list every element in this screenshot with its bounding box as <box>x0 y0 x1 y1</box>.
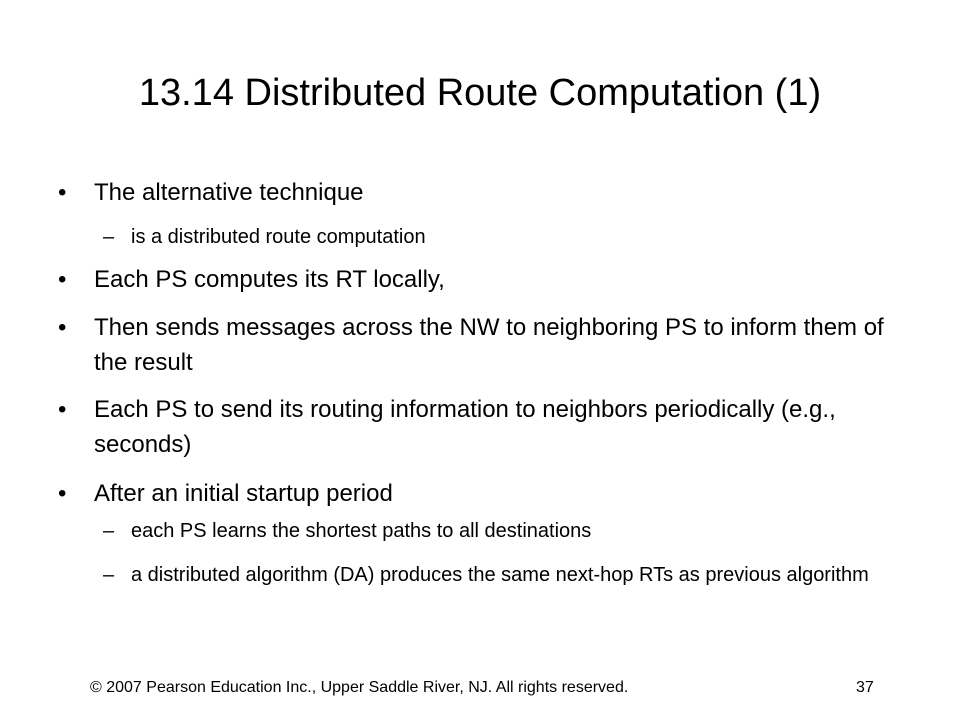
sub-bullet-item <box>103 516 903 546</box>
slide-title: 13.14 Distributed Route Computation (1) <box>138 72 822 114</box>
bullet-marker: • <box>58 266 67 293</box>
bullet-item <box>58 392 898 462</box>
bullet-text: Each PS computes its RT locally, <box>94 266 445 293</box>
bullet-text: Each PS to send its routing information to neighbors periodically (e.g., seconds) <box>94 396 836 458</box>
bullet-marker: • <box>58 480 67 507</box>
sub-bullet-text: a distributed algorithm (DA) produces the same next-hop RTs as previous algorithm <box>131 564 869 586</box>
bullet-text: The alternative technique <box>94 179 364 206</box>
sub-bullet-marker: – <box>103 520 115 542</box>
sub-bullet-marker: – <box>103 564 115 586</box>
sub-bullet-item <box>103 560 903 590</box>
sub-bullet-text: is a distributed route computation <box>131 226 426 248</box>
bullet-item <box>58 310 898 380</box>
bullet-marker: • <box>58 179 67 206</box>
bullet-text: Then sends messages across the NW to neighboring PS to inform them of the result <box>94 314 884 376</box>
page-number: 37 <box>856 679 874 696</box>
bullet-marker: • <box>58 396 67 423</box>
sub-bullet-text: each PS learns the shortest paths to all destinations <box>131 520 592 542</box>
sub-bullet-marker: – <box>103 226 115 248</box>
bullet-text: After an initial startup period <box>94 480 393 507</box>
footer-copyright: © 2007 Pearson Education Inc., Upper Saddle River, NJ. All rights reserved. <box>90 679 629 696</box>
bullet-item <box>58 175 898 210</box>
bullet-marker: • <box>58 314 67 341</box>
bullet-item <box>58 262 898 297</box>
bullet-item <box>58 476 898 511</box>
sub-bullet-item <box>103 222 903 252</box>
